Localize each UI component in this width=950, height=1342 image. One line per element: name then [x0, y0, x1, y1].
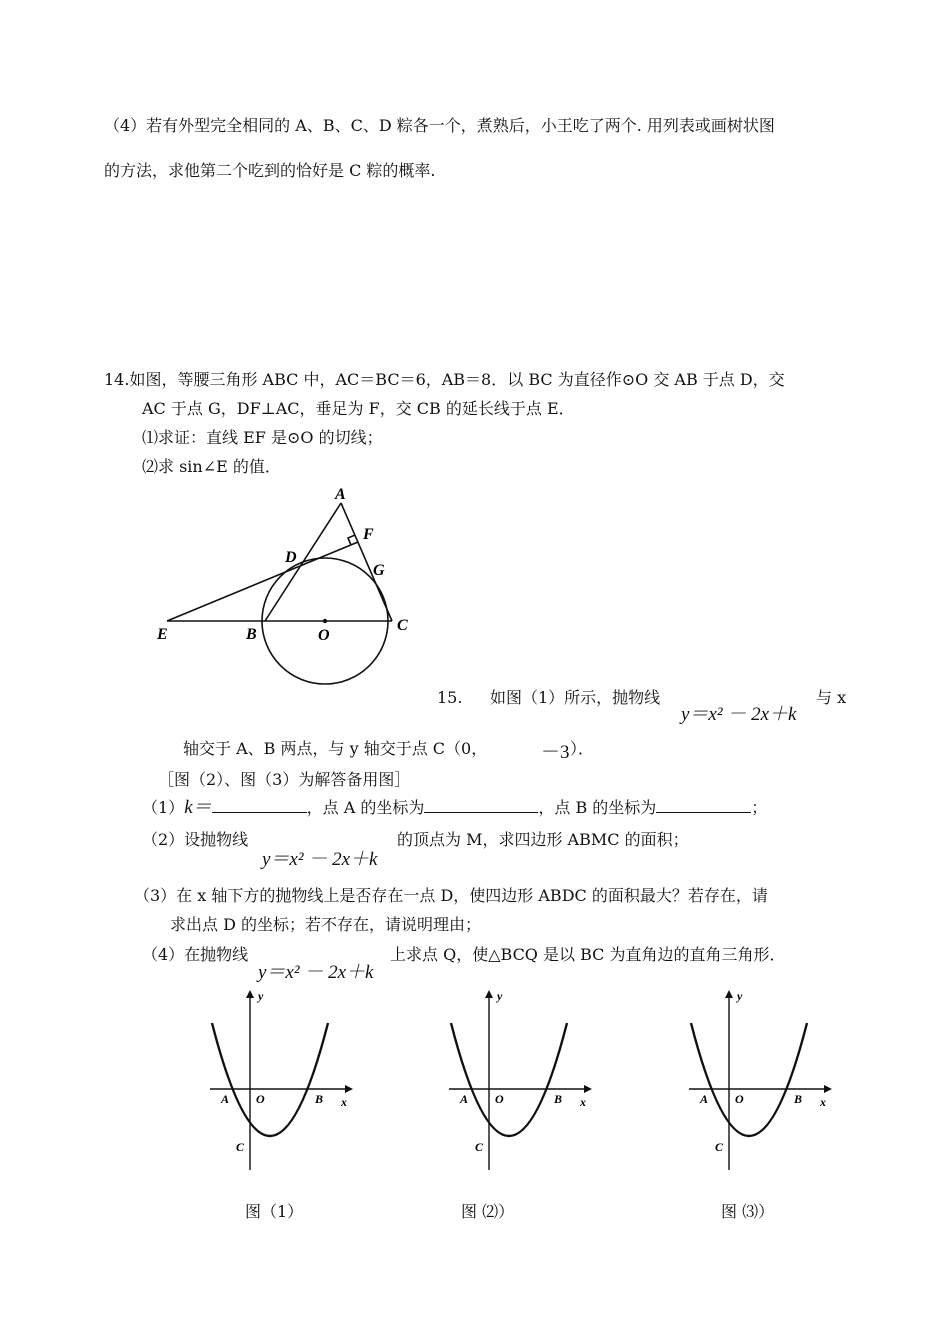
parabola-curve-1	[212, 1023, 328, 1136]
q14-line1: 14.如图，等腰三角形 ABC 中，AC＝BC＝6，AB＝8．以 BC 为直径作⊙O 交 AB 于点 D，交	[104, 370, 785, 389]
graph3-label-o: O	[735, 1092, 744, 1106]
q15-intro: 如图（1）所示，抛物线	[490, 688, 661, 707]
answer-blank-point-b[interactable]	[656, 798, 751, 813]
graph1-label-x: x	[341, 1095, 347, 1109]
q15-formula-3: y＝x² － 2x＋k	[258, 962, 374, 983]
q14-part1: ⑴求证：直线 EF 是⊙O 的切线；	[142, 428, 383, 447]
q15-line2-end: ）．	[570, 739, 595, 758]
q15-c-value: －3	[541, 742, 570, 763]
q15-p2-suffix: 的顶点为 M，求四边形 ABMC 的面积；	[397, 830, 689, 849]
graph2-label-o: O	[495, 1092, 504, 1106]
label-c: C	[397, 617, 408, 634]
graph3-label-b: B	[794, 1092, 803, 1106]
graph1-label-y: y	[258, 989, 264, 1003]
answer-blank-point-a[interactable]	[424, 798, 538, 813]
graph3-label-c: C	[715, 1140, 724, 1154]
q15-part1	[142, 798, 767, 818]
graph1-label-c: C	[236, 1140, 245, 1154]
q15-line2: 轴交于 A、B 两点，与 y 轴交于点 C（0，	[183, 739, 488, 758]
q15-p1-mid2: ，点 B 的坐标为	[538, 798, 657, 817]
q15-p1-mid1: ，点 A 的坐标为	[306, 798, 425, 817]
q15-p1-prefix: （1）	[142, 798, 185, 817]
graph1-label-o: O	[256, 1092, 265, 1106]
q13-part4-line1: （4）若有外型完全相同的 A、B、C、D 粽各一个，煮熟后，小王吃了两个. 用列表或画树状图	[104, 116, 775, 135]
graph2-label-c: C	[475, 1140, 484, 1154]
graph1-label-b: B	[315, 1092, 324, 1106]
q15-note: ［图（2）、图（3）为解答备用图］	[158, 770, 411, 789]
line-ba	[265, 503, 341, 621]
graph2-label-y: y	[497, 989, 503, 1003]
q15-p4-prefix: （4）在抛物线	[142, 945, 249, 964]
caption-figure-2: 图 ⑵）	[461, 1202, 515, 1221]
q13-part4-line2: 的方法，求他第二个吃到的恰好是 C 粽的概率.	[104, 161, 436, 180]
graph2-label-x: x	[580, 1095, 586, 1109]
label-o: O	[318, 627, 330, 644]
graph3-label-x: x	[820, 1095, 826, 1109]
label-e: E	[157, 626, 168, 643]
center-dot	[323, 619, 327, 623]
q15-p1-end: ；	[751, 798, 768, 817]
parabola-graph-3	[679, 985, 839, 1185]
label-b: B	[246, 626, 257, 643]
graph2-label-b: B	[554, 1092, 563, 1106]
q15-p1-k: k＝	[184, 797, 212, 818]
q15-formula-2: y＝x² － 2x＋k	[262, 849, 378, 870]
q15-formula-1: y＝x² － 2x＋k	[681, 704, 797, 725]
graph3-label-a: A	[700, 1092, 709, 1106]
label-d: D	[285, 549, 297, 566]
label-a: A	[335, 486, 346, 503]
parabola-graph-2	[439, 985, 599, 1185]
q15-p3-line1: （3）在 x 轴下方的抛物线上是否存在一点 D，使四边形 ABDC 的面积最大？若存在，请	[134, 886, 768, 905]
q15-number: 15.	[437, 688, 463, 707]
caption-figure-1: 图（1）	[245, 1202, 304, 1221]
q15-after-formula: 与 x	[816, 688, 847, 707]
graph3-label-y: y	[737, 989, 743, 1003]
graph1-label-a: A	[221, 1092, 230, 1106]
q15-p2-prefix: （2）设抛物线	[142, 830, 249, 849]
q15-p3-line2: 求出点 D 的坐标；若不存在，请说明理由；	[170, 915, 482, 934]
parabola-curve-3	[691, 1023, 807, 1136]
answer-blank-k[interactable]	[212, 798, 307, 813]
q15-p4-suffix: 上求点 Q，使△BCQ 是以 BC 为直角边的直角三角形．	[390, 945, 786, 964]
parabola-curve-2	[451, 1023, 567, 1136]
q14-line2: AC 于点 G，DF⊥AC，垂足为 F，交 CB 的延长线于点 E．	[142, 399, 575, 418]
graph2-label-a: A	[460, 1092, 469, 1106]
parabola-graph-1	[200, 985, 360, 1185]
label-g: G	[373, 562, 385, 579]
caption-figure-3: 图 ⑶）	[721, 1202, 775, 1221]
label-f: F	[363, 526, 374, 543]
q14-part2: ⑵求 sin∠E 的值．	[142, 457, 281, 476]
